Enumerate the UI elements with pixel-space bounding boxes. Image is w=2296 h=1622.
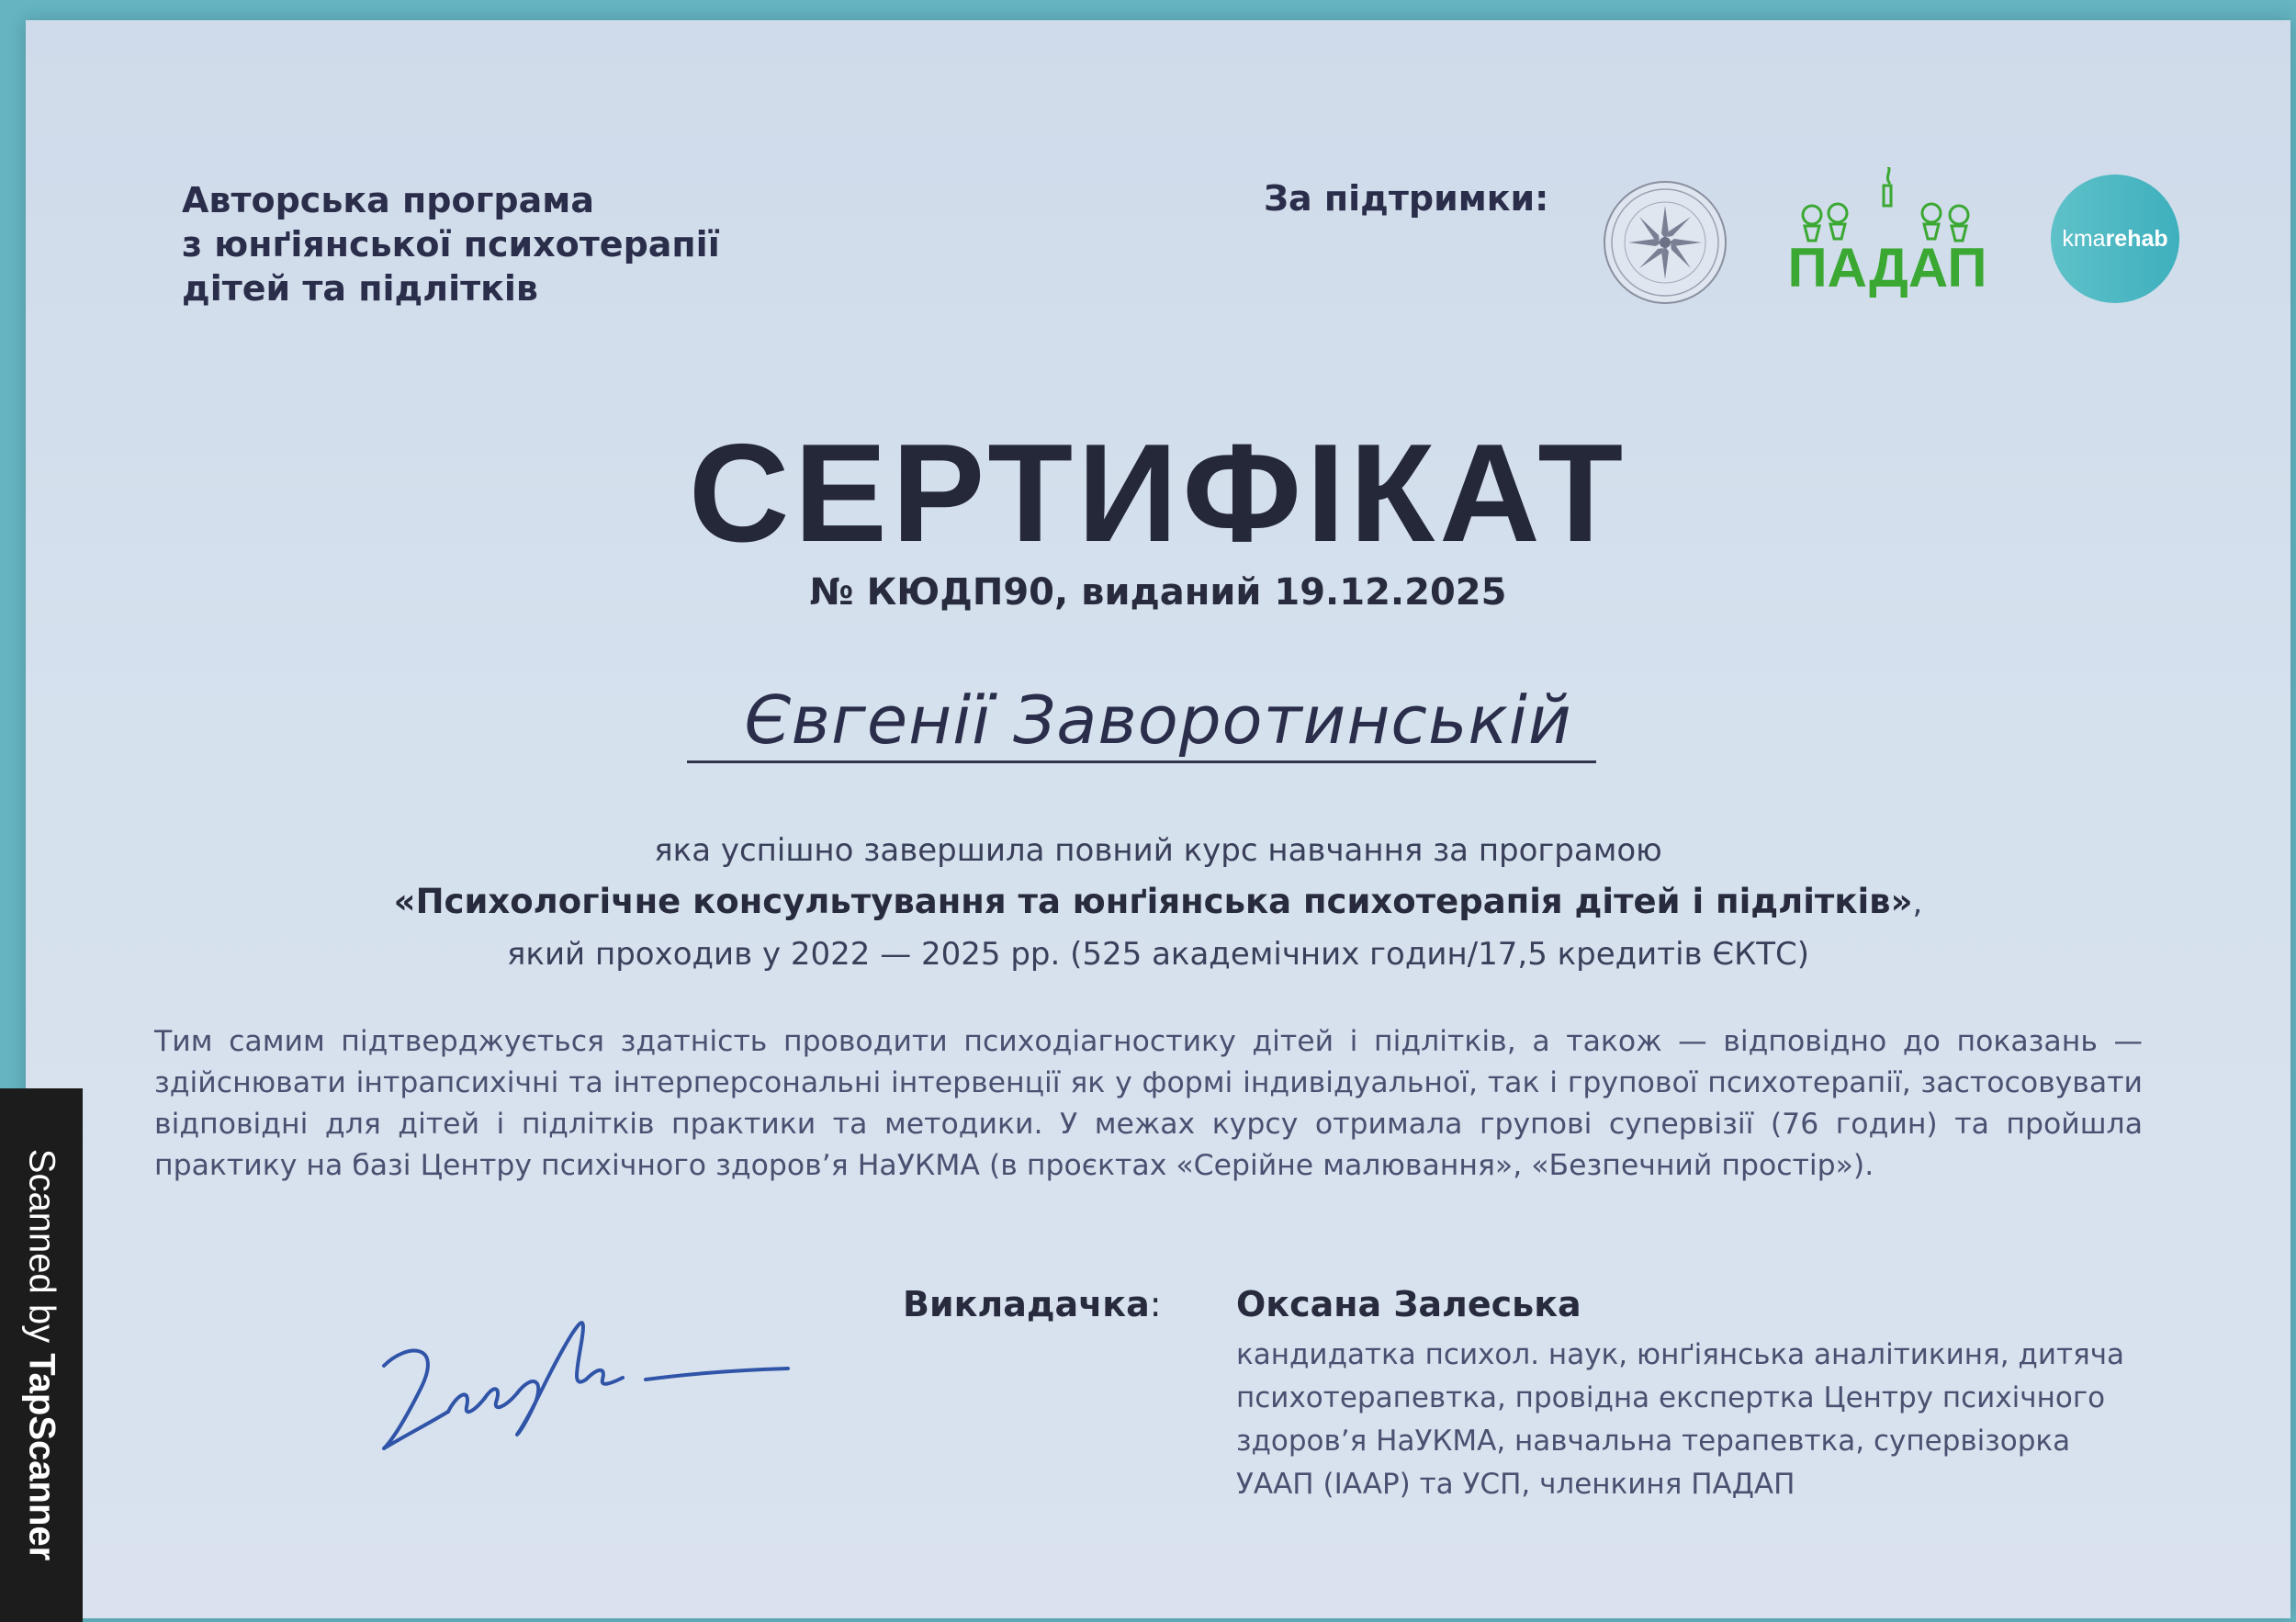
scanner-brand: TapScanner <box>21 1353 62 1561</box>
teacher-label-colon: : <box>1149 1284 1162 1324</box>
kma-logo-text: kma <box>2062 225 2106 252</box>
teacher-credentials <box>1236 1334 2200 1506</box>
credential-line: УААП (IAAP) та УСП, членкиня ПАДАП <box>1236 1468 1795 1501</box>
program-suffix: , <box>1912 884 1923 921</box>
program-line: з юнґіянської психотерапії <box>182 224 720 265</box>
padap-logo-text: ПАДАП <box>1787 237 1987 298</box>
course-line: яка успішно завершила повний курс навчання за програмою <box>654 832 1662 869</box>
padap-logo-icon <box>1784 167 1996 310</box>
course-hours: який проходив у 2022 — 2025 рр. (525 академічних годин/17,5 кредитів ЄКТС) <box>506 936 1810 973</box>
recipient-underline <box>687 760 1596 763</box>
certificate-paper <box>26 20 2290 1618</box>
program-line: дітей та підлітків <box>182 268 538 309</box>
credential-line: здоров’я НаУКМА, навчальна терапевтка, супервізорка <box>1236 1425 2071 1458</box>
program-heading <box>182 178 720 310</box>
program-name: «Психологічне консультування та юнґіянська психотерапія дітей і підлітків» <box>393 882 1913 921</box>
kma-rehab-logo <box>2051 175 2179 303</box>
credential-line: кандидатка психол. наук, юнґіянська аналітикиня, дитяча <box>1236 1338 2125 1371</box>
teacher-label <box>903 1284 1162 1324</box>
competency-text: Тим самим підтверджується здатність проводити психодіагностику дітей і підлітків, а також — відповідно до показань — здійснювати інтрапсихічні та інтерперсональні інтервенції як у формі індивідуальної, так і групової психотерапії, застосовувати відповідні для дітей і підлітків практики та методики. У межах курсу отримала групові супервізії (76 годин) та пройшла практику на базі Центру психічного здоров’я НаУКМА (в проєктах «Серійне малювання», «Безпечний простір»). <box>154 1025 2143 1182</box>
seal-logo-icon <box>1601 178 1729 307</box>
rehab-logo-text: rehab <box>2105 225 2168 252</box>
certificate-number: № КЮДП90, виданий 19.12.2025 <box>809 571 1507 614</box>
credential-line: психотерапевтка, провідна експертка Центру психічного <box>1236 1381 2106 1414</box>
course-description <box>26 825 2290 980</box>
certificate-title: СЕРТИФІКАТ <box>688 415 1628 571</box>
program-line: Авторська програма <box>182 180 594 220</box>
teacher-label-text: Викладачка <box>903 1284 1150 1324</box>
scanner-watermark <box>21 1149 62 1560</box>
recipient-name: Євгенії Заворотинській <box>744 681 1572 759</box>
teacher-name: Оксана Залеська <box>1236 1284 1581 1324</box>
support-label: За підтримки: <box>1264 178 1549 219</box>
signature-icon <box>356 1278 816 1481</box>
scanner-prefix: Scanned by <box>21 1148 62 1354</box>
